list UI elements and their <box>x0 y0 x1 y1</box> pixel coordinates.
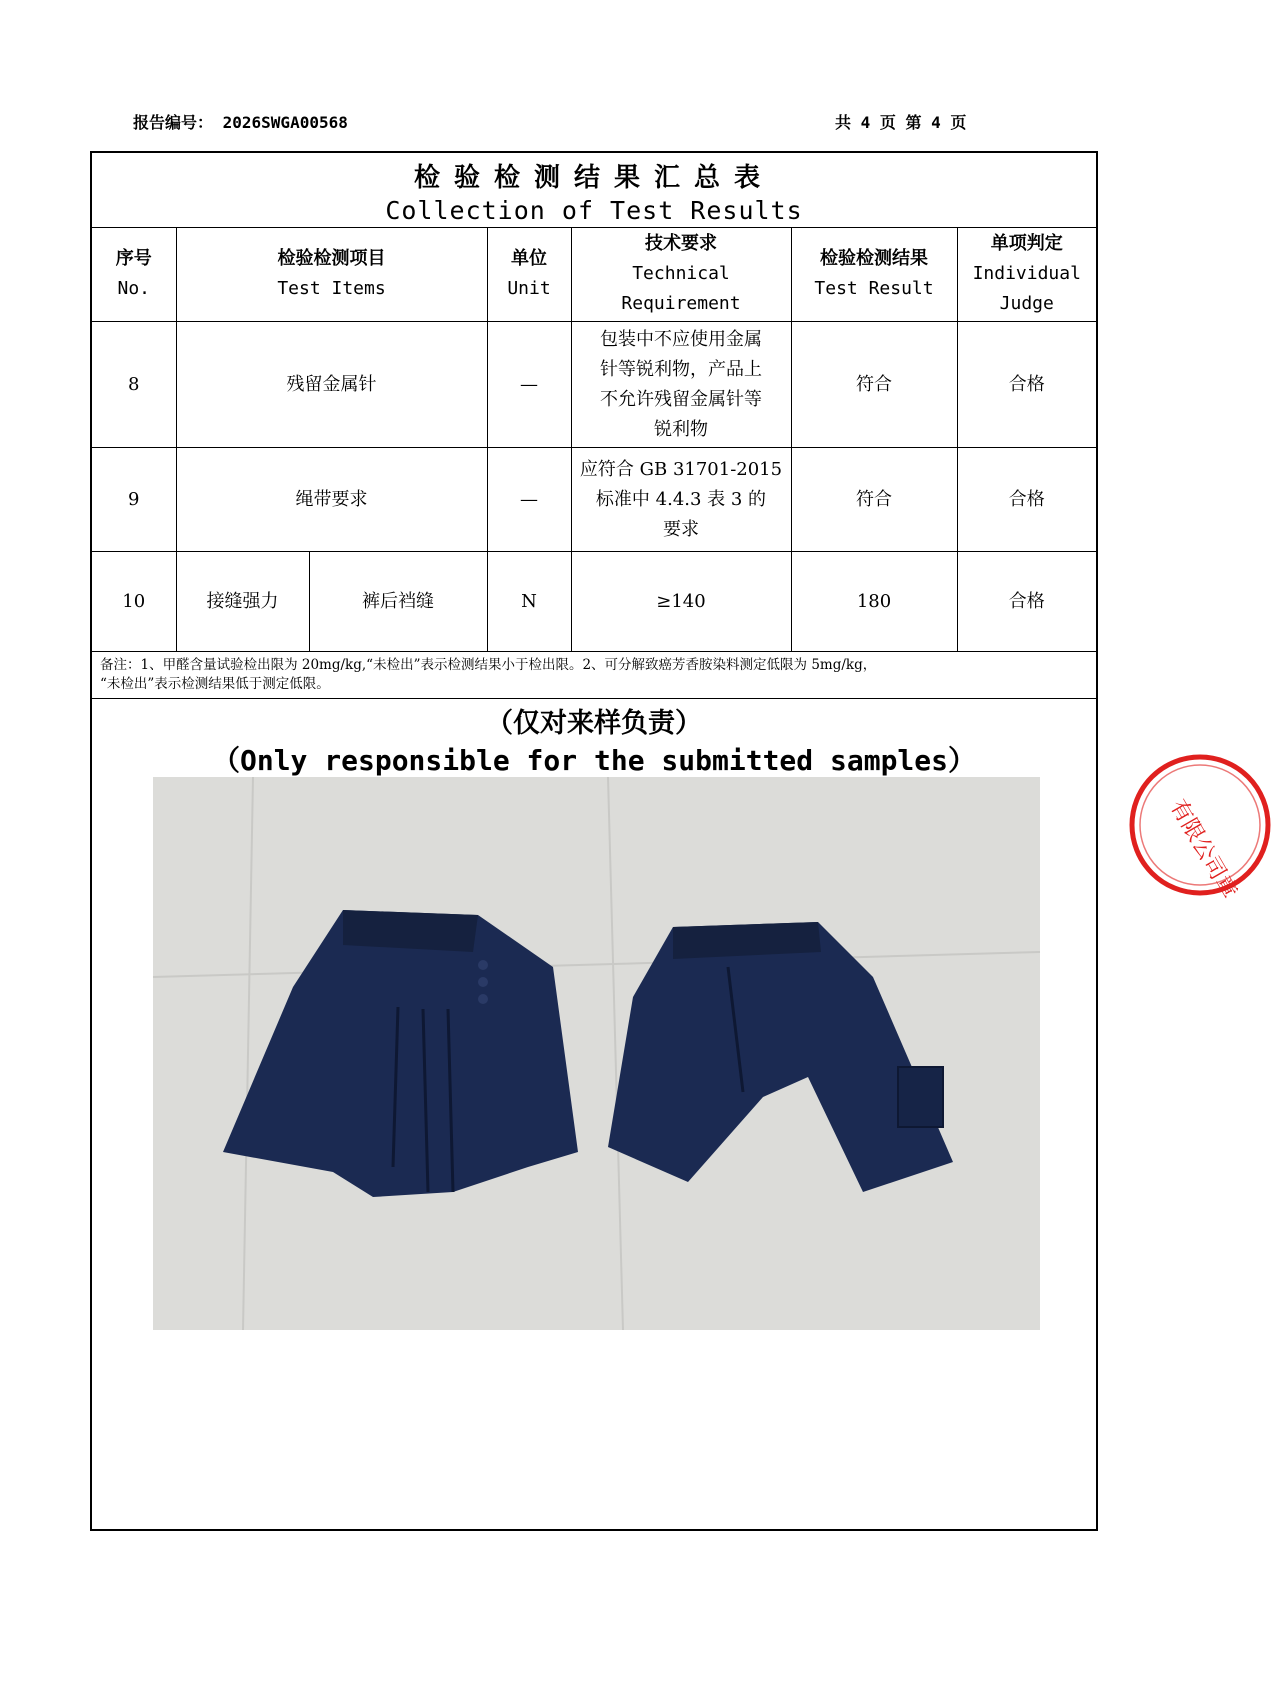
remarks-note: 备注：1、甲醛含量试验检出限为 20mg/kg,“未检出”表示检测结果小于检出限。2、可分解致癌芳香胺染料测定低限为 5mg/kg， “未检出”表示检测结果低于测定低限。 <box>92 653 1096 699</box>
page-info: 共 4 页 第 4 页 <box>835 113 967 132</box>
responsibility-en: （Only responsible for the submitted samples） <box>211 744 976 777</box>
row-requirement: 包装中不应使用金属 针等锐利物，产品上 不允许残留金属针等 锐利物 <box>571 322 791 448</box>
col-result-header: 检验检测结果 Test Result <box>791 227 957 322</box>
table-header-row <box>92 227 1096 322</box>
row-item: 接缝强力 <box>176 552 309 652</box>
row-requirement: ≥140 <box>571 552 791 652</box>
row-unit: — <box>487 322 571 448</box>
col-no-header: 序号 No. <box>92 227 176 322</box>
row-requirement: 应符合 GB 31701-2015 标准中 4.4.3 表 3 的 要求 <box>571 448 791 552</box>
responsibility-cn: （仅对来样负责） <box>486 708 702 739</box>
row-result: 符合 <box>791 448 957 552</box>
row-unit: N <box>487 552 571 652</box>
col-unit-header: 单位 Unit <box>487 227 571 322</box>
company-seal <box>1125 750 1275 904</box>
row-sub-item: 裤后裆缝 <box>309 552 487 652</box>
row-result: 180 <box>791 552 957 652</box>
col-items-header: 检验检测项目 Test Items <box>176 227 487 322</box>
col-judge-header: 单项判定 Individual Judge <box>957 227 1096 322</box>
title-cn: 检验检测结果汇总表 <box>413 163 774 193</box>
row-judge: 合格 <box>957 448 1096 552</box>
row-no: 8 <box>92 322 176 448</box>
results-frame <box>90 151 1098 1531</box>
results-table <box>92 227 1096 652</box>
table-row <box>92 322 1096 448</box>
row-item: 残留金属针 <box>176 322 487 448</box>
row-no: 10 <box>92 552 176 652</box>
table-row <box>92 552 1096 652</box>
col-req-header: 技术要求 Technical Requirement <box>571 227 791 322</box>
sample-photo <box>153 777 1040 1330</box>
row-unit: — <box>487 448 571 552</box>
row-item: 绳带要求 <box>176 448 487 552</box>
row-no: 9 <box>92 448 176 552</box>
title-box <box>92 153 1096 228</box>
row-judge: 合格 <box>957 322 1096 448</box>
table-row <box>92 448 1096 552</box>
row-judge: 合格 <box>957 552 1096 652</box>
svg-text:有限公司章: 有限公司章 <box>1164 795 1242 904</box>
report-number: 报告编号： 2026SWGA00568 <box>133 113 348 132</box>
title-en: Collection of Test Results <box>385 196 803 225</box>
row-result: 符合 <box>791 322 957 448</box>
